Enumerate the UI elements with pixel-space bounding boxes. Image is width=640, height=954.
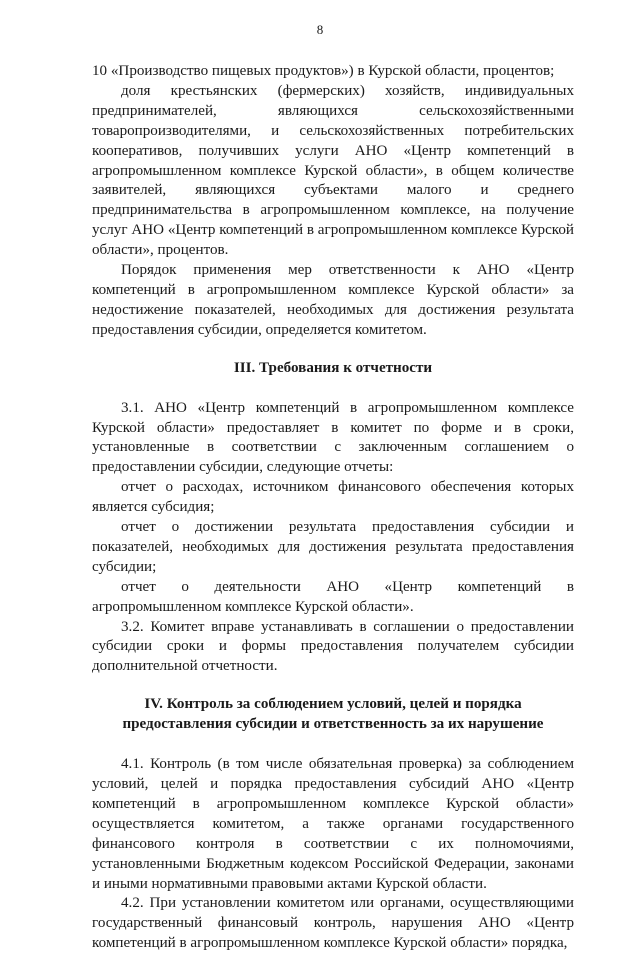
paragraph: 10 «Производство пищевых продуктов») в Курской области, процентов;: [92, 63, 555, 79]
paragraph: 3.2. Комитет вправе устанавливать в соглашении о предоставлении субсидии сроки и формы предоставления получателем субсидии дополнительной отчетности.: [92, 618, 574, 675]
paragraph: отчет о расходах, источником финансового обеспечения которых является субсидия;: [92, 479, 574, 516]
section-heading-requirements: III. Требования к отчетности: [233, 359, 433, 376]
document-body: [92, 62, 574, 954]
paragraph: Порядок применения мер ответственности к АНО «Центр компетенций в агропромышленном комплексе Курской области» за недостижение показателей, необходимых для достижения результата предоставления субсидии, определяется комитетом.: [92, 262, 574, 338]
paragraph: отчет о достижении результата предоставления субсидии и показателей, необходимых для достижения результата предоставления субсидии;: [92, 519, 574, 575]
section-heading-control-line2: предоставления субсидии и ответственность за их нарушение: [122, 716, 544, 733]
paragraph: 4.1. Контроль (в том числе обязательная проверка) за соблюдением условий, целей и порядка предоставления субсидий АНО «Центр компетенций в агропромышленном комплексе Курской области» осуществляется комитетом, а также органами государственного финансового контроля в соответствии с их полномочиями, установленными Бюджетным кодексом Российской Федерации, законами и иными нормативными правовыми актами Курской области.: [92, 756, 574, 892]
paragraph: отчет о деятельности АНО «Центр компетенций в агропромышленном комплексе Курской области».: [92, 578, 574, 615]
section-heading-control: IV. Контроль за соблюдением условий, целей и порядка: [144, 696, 522, 713]
paragraph: 4.2. При установлении комитетом или органами, осуществляющими государственный финансовый контроль, нарушения АНО «Центр компетенций в агропромышленном комплексе Курской области» порядка,: [92, 895, 574, 952]
page-number: 8: [316, 22, 324, 37]
paragraph: доля крестьянских (фермерских) хозяйств, индивидуальных предпринимателей, являющихся сельскохозяйственными товаропроизводителями, и сельскохозяйственных потребительских кооперативов, получивших услуги АНО «Центр компетенций в агропромышленном комплексе Курской области», в общем количестве заявителей, являющихся субъектами малого и среднего предпринимательства в агропромышленном комплексе, на получение услуг АНО «Центр компетенций в агропромышленном комплексе Курской области», процентов.: [92, 82, 574, 259]
paragraph: 3.1. АНО «Центр компетенций в агропромышленном комплексе Курской области» предоставляет в комитет по форме и в сроки, установленные в соответствии с заключенным соглашением о предоставлении субсидии, следующие отчеты:: [92, 399, 574, 476]
